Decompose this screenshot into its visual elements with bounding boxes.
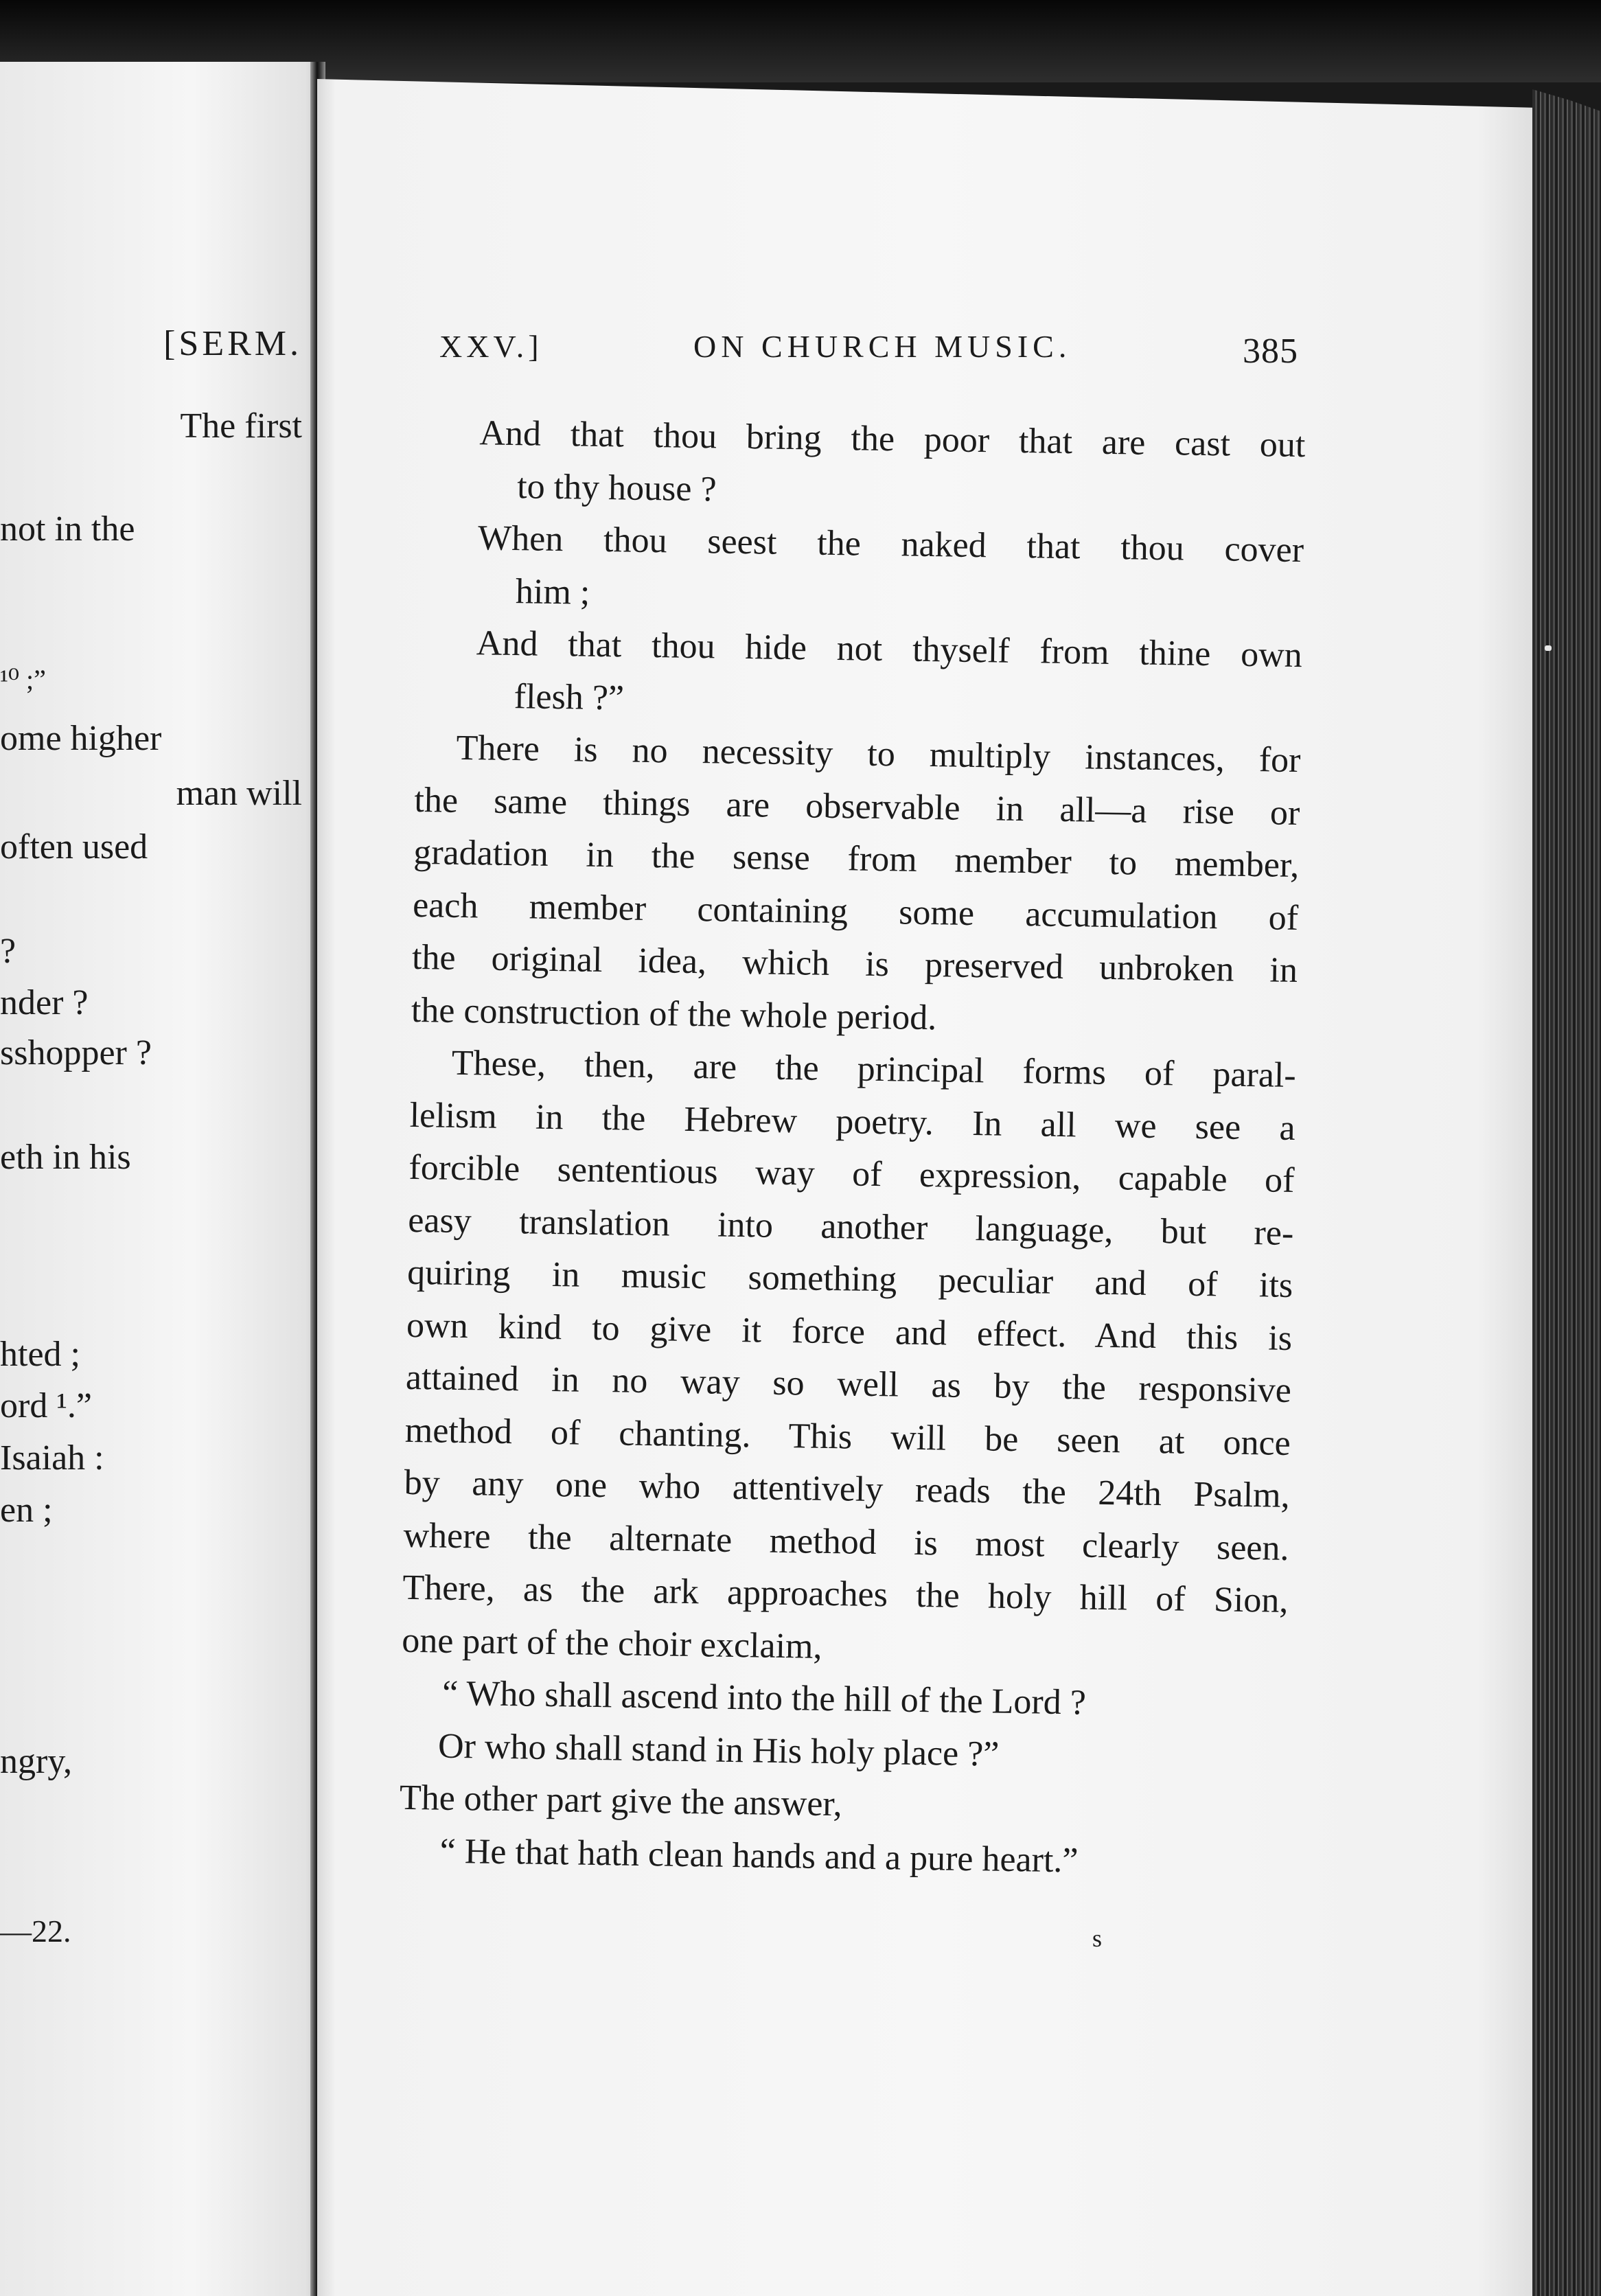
quote-line: Or who shall stand in His holy place ?” [437,1726,1000,1774]
text-line: him ; [515,571,590,612]
text-line: where the alternate method is most clearly seen. [403,1515,1289,1568]
left-line: man will [176,774,302,813]
text-line: The other part give the answer, [399,1778,843,1824]
text-line: method of chanting. This will be seen at once [404,1410,1291,1463]
left-line: ord ¹.” [0,1386,92,1425]
left-line: ome higher [0,719,162,758]
text-line: the original idea, which is preserved unbroken in [411,937,1298,991]
text-line: flesh ?” [514,676,625,718]
text-line: attained in no way so well as by the responsive [405,1357,1292,1410]
text-line: own kind to give it force and effect. And this is [406,1305,1293,1358]
text-line: one part of the choir exclaim, [401,1620,822,1666]
quote-line: “ Who shall ascend into the hill of the Lord ? [441,1673,1087,1723]
quote-line: “ He that hath clean hands and a pure heart.” [439,1831,1079,1880]
left-line: eth in his [0,1138,131,1177]
text-line: quiring in music something peculiar and of its [406,1252,1293,1305]
left-line: ngry, [0,1742,72,1781]
left-line: hted ; [0,1335,80,1374]
left-line: Isaiah : [0,1438,104,1478]
left-line: —22. [0,1914,71,1949]
running-header-section: XXV.] [439,329,543,364]
text-line: lelism in the Hebrew poetry. In all we see a [409,1095,1295,1148]
left-line: nder ? [0,983,89,1022]
left-line: ? [0,932,16,971]
page-edges [1532,89,1601,2296]
left-line: The first [180,406,302,446]
left-line: sshopper ? [0,1033,152,1072]
page-body [398,406,1306,1890]
left-line: en ; [0,1491,53,1530]
left-page [0,62,321,2296]
text-line: easy translation into another language, but re- [407,1200,1294,1253]
left-line: not in the [0,509,135,549]
text-line: And that thou hide not thyself from thine own [476,623,1303,676]
text-line: When thou seest the naked that thou cover [477,518,1304,571]
text-line: forcible sententious way of expression, capable of [408,1147,1295,1201]
page-number: 385 [1243,332,1298,371]
text-line: gradation in the sense from member to member, [413,832,1300,886]
text-line: the construction of the whole period. [411,990,937,1037]
text-line: There, as the ark approaches the holy hill of Sion, [402,1568,1289,1620]
left-line: often used [0,827,148,866]
running-header-title: ON CHURCH MUSIC. [693,329,1072,364]
text-line: by any one who attentively reads the 24th Psalm, [404,1462,1291,1515]
paragraph-first-line: These, then, are the principal forms of paral- [451,1043,1297,1096]
paragraph-first-line: There is no necessity to multiply instances, for [456,728,1301,781]
left-line: ¹⁰ ;” [0,664,46,695]
text-line: each member containing some accumulation of [412,885,1299,938]
dust-speck [1545,645,1552,651]
text-line: And that thou bring the poor that are cast out [479,413,1306,466]
text-line: to thy house ? [516,466,717,509]
left-running-header: [SERM. [163,324,302,363]
text-line: the same things are observable in all—a rise or [414,780,1300,833]
signature-mark: s [1092,1925,1103,1952]
